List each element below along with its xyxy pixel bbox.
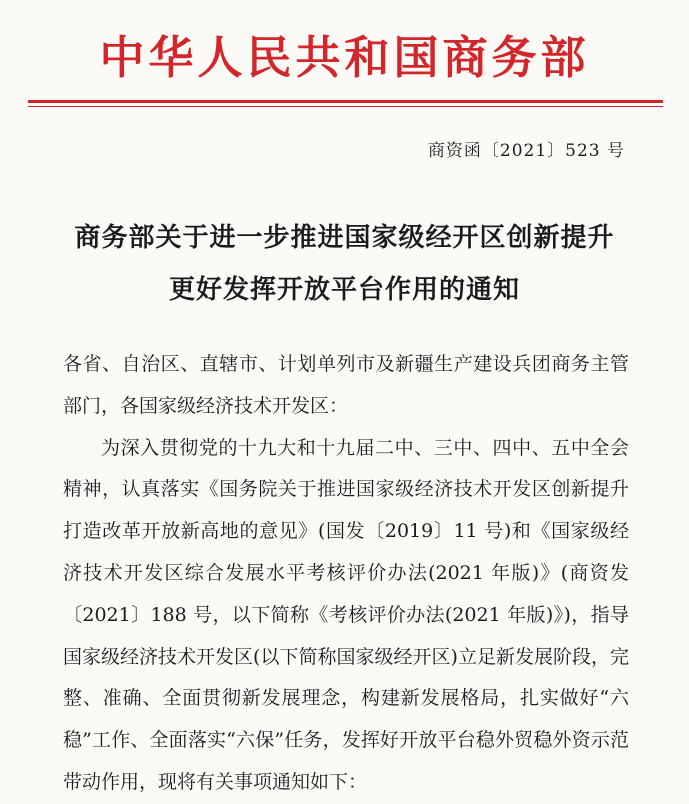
document-number: 商资函〔2021〕523 号 [427, 141, 625, 161]
document-title-line-2: 更好发挥开放平台作用的通知 [168, 275, 520, 305]
letterhead-title: 中华人民共和国商务部 [99, 31, 590, 84]
document-title-line-1: 商务部关于进一步推进国家级经开区创新提升 [74, 223, 615, 253]
letterhead-rule-thin [28, 106, 663, 107]
paragraph-1: 为深入贯彻党的十九大和十九届二中、三中、四中、五中全会精神，认真落实《国务院关于推进国家级经济技术开发区创新提升打造改革开放新高地的意见》(国发〔2019〕11 号)和《国家级经济技术开发区综合发展水平考核评价办法(2021 年版)》(商资发〔2021〕188 号，以下简称《考核评价办法(2021 年版)》)，指导国家级经济技术开发区(以下简称国家级经开区)立足新发展阶段，完整、准确、全面贯彻新发展理念，构建新发展格局，扎实做好“六稳”工作、全面落实“六保”任务，发挥好开放平台稳外贸稳外资示范带动作用，现将有关事项通知如下： [63, 436, 629, 793]
salutation: 各省、自治区、直辖市、计划单列市及新疆生产建设兵团商务主管部门，各国家级经济技术开发区： [63, 353, 629, 417]
document-title [0, 212, 689, 316]
document-body [63, 344, 629, 804]
letterhead-rule-thick [28, 100, 663, 103]
